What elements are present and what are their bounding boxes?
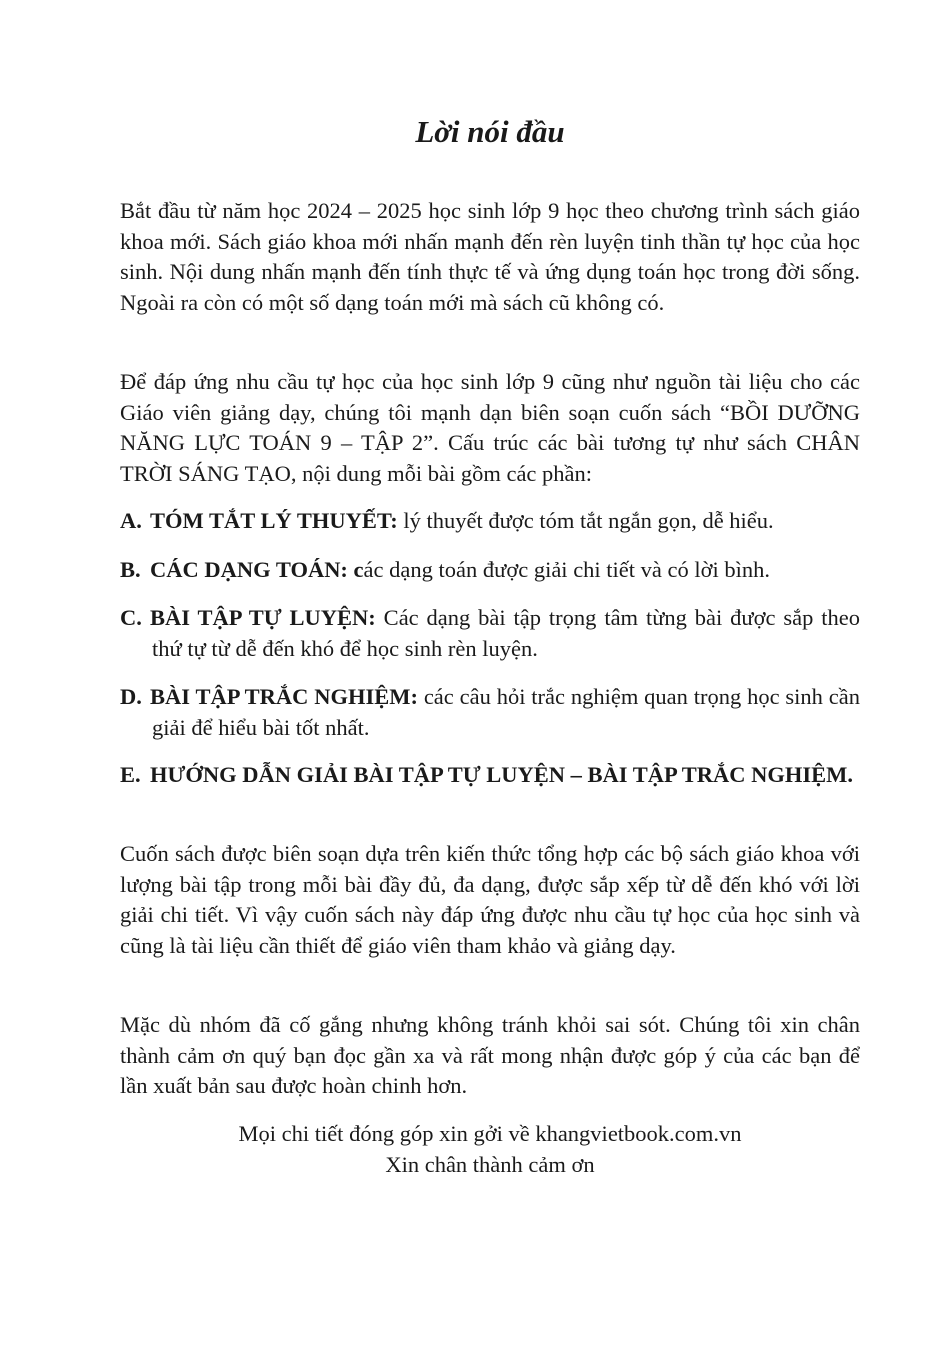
list-item-e-heading: HƯỚNG DẪN GIẢI BÀI TẬP TỰ LUYỆN – BÀI TẬP TRẮC NGHIỆM. (150, 762, 854, 787)
list-item-d-heading: BÀI TẬP TRẮC NGHIỆM: (150, 684, 418, 709)
intro-paragraph-4 (120, 1010, 860, 1102)
intro-paragraph-1-text: Bắt đầu từ năm học 2024 – 2025 học sinh lớp 9 học theo chương trình sách giáo khoa mới. Sách giáo khoa mới nhấn mạnh đến rèn luyện tinh thần tự học của học sinh. Nội dung nhấn mạnh đến tính thực tế và ứng dụng toán học trong đời sống. Ngoài ra còn có một số dạng toán mới mà sách cũ không có. (120, 198, 860, 315)
document-page (120, 0, 860, 1359)
page-title: Lời nói đầu (415, 114, 565, 149)
list-item-d (120, 682, 860, 743)
list-item-c-heading: BÀI TẬP TỰ LUYỆN: (150, 605, 376, 630)
intro-paragraph-3-text: Cuốn sách được biên soạn dựa trên kiến thức tổng hợp các bộ sách giáo khoa với lượng bài tập trong mỗi bài đầy đủ, đa dạng, được sắp xếp từ dễ đến khó với lời giải chi tiết. Vì vậy cuốn sách này đáp ứng được nhu cầu tự học của học sinh và cũng là tài liệu cần thiết để giáo viên tham khảo và giảng dạy. (120, 841, 860, 958)
list-item-d-text: các câu hỏi trắc nghiệm quan trọng học sinh cần giải để hiểu bài tốt nhất. (152, 684, 860, 740)
list-item-b-heading: CÁC DẠNG TOÁN: c (150, 557, 364, 582)
list-item-d-label: D. (120, 684, 142, 709)
list-item-b-text: ác dạng toán được giải chi tiết và có lời bình. (363, 557, 771, 582)
list-item-a-label: A. (120, 508, 142, 533)
intro-paragraph-2 (120, 367, 860, 489)
list-item-b (120, 555, 860, 586)
intro-paragraph-2-text: Để đáp ứng nhu cầu tự học của học sinh lớp 9 cũng như nguồn tài liệu cho các Giáo viên giảng dạy, chúng tôi mạnh dạn biên soạn cuốn sách “BỒI DƯỠNG NĂNG LỰC TOÁN 9 – TẬP 2”. Cấu trúc các bài tương tự như sách CHÂN TRỜI SÁNG TẠO, nội dung mỗi bài gồm các phần: (120, 369, 860, 486)
closing-thanks-line: Xin chân thành cảm ơn (385, 1152, 595, 1177)
closing-contact-line: Mọi chi tiết đóng góp xin gởi về khangvietbook.com.vn (238, 1121, 742, 1146)
intro-paragraph-4-text: Mặc dù nhóm đã cố gắng nhưng không tránh khỏi sai sót. Chúng tôi xin chân thành cảm ơn quý bạn đọc gần xa và rất mong nhận được góp ý của các bạn để lần xuất bản sau được hoàn chinh hơn. (120, 1012, 860, 1099)
list-item-a (120, 506, 860, 537)
list-item-c-text: Các dạng bài tập trọng tâm từng bài được sắp theo thứ tự từ dễ đến khó để học sinh rèn luyện. (152, 605, 860, 661)
list-item-c (120, 603, 860, 664)
list-item-b-label: B. (120, 557, 141, 582)
list-item-a-text: lý thuyết được tóm tắt ngắn gọn, dễ hiểu. (397, 508, 774, 533)
list-item-c-label: C. (120, 605, 142, 630)
intro-paragraph-3 (120, 839, 860, 961)
list-item-e-label: E. (120, 762, 141, 787)
list-item-a-heading: TÓM TẮT LÝ THUYẾT: (150, 508, 398, 533)
list-item-e (120, 760, 860, 791)
intro-paragraph-1 (120, 196, 860, 318)
